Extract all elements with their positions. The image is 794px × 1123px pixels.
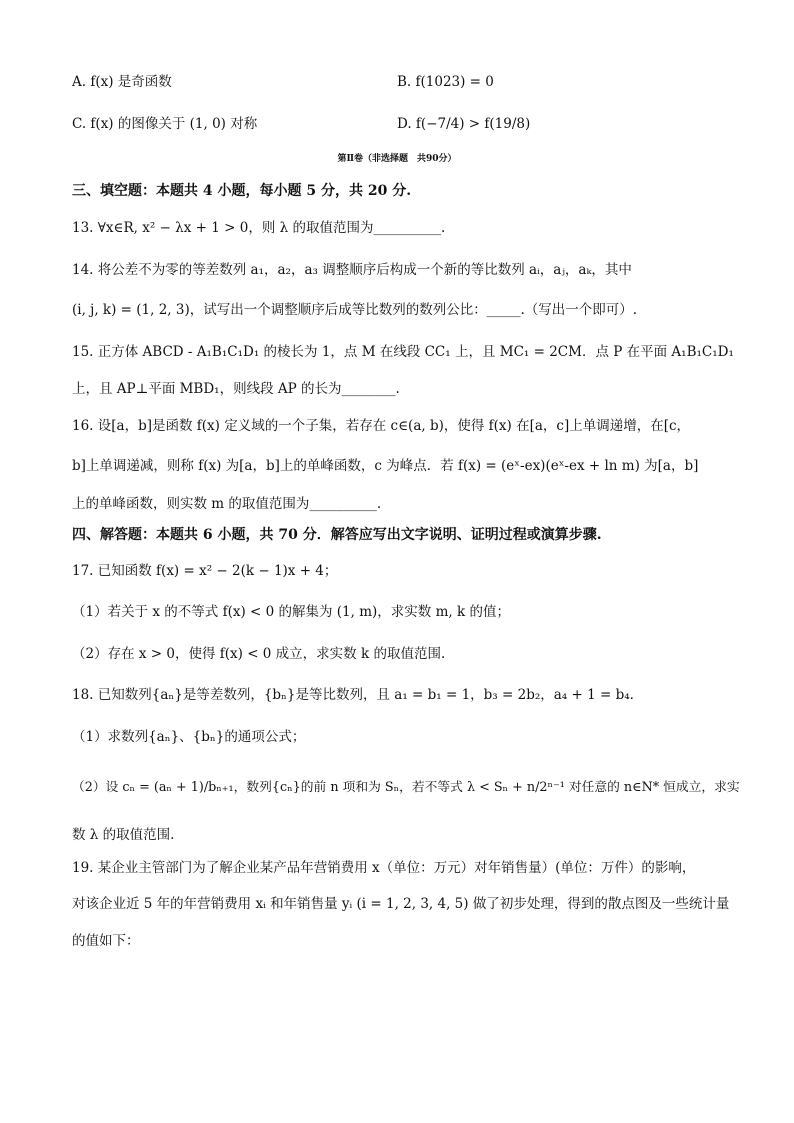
question-14-line1: 14. 将公差不为零的等差数列 a₁，a₂，a₃ 调整顺序后构成一个新的等比数列 aᵢ，aⱼ，aₖ，其中 [72, 262, 632, 278]
question-15-line2: 上，且 AP⊥平面 MBD₁，则线段 AP 的长为________. [72, 381, 400, 397]
question-17-part1: （1）若关于 x 的不等式 f(x) < 0 的解集为 (1, m)，求实数 m, k 的值； [72, 604, 510, 620]
question-16-line1: 16. 设[a，b]是函数 f(x) 定义域的一个子集，若存在 c∈(a, b)，使得 f(x) 在[a，c]上单调递增，在[c， [72, 418, 691, 434]
question-15-line1: 15. 正方体 ABCD - A₁B₁C₁D₁ 的棱长为 1，点 M 在线段 CC₁ 上，且 MC₁ = 2CM．点 P 在平面 A₁B₁C₁D₁ [72, 344, 734, 360]
question-18-stem: 18. 已知数列{aₙ}是等差数列，{bₙ}是等比数列，且 a₁ = b₁ = 1，b₃ = 2b₂，a₄ + 1 = b₄． [72, 687, 644, 703]
option-d: D. f(−7/4) > f(19/8) [397, 116, 531, 132]
question-19-line3: 的值如下： [72, 933, 140, 949]
question-19-line1: 19. 某企业主管部门为了解企业某产品年营销费用 x（单位：万元）对年销售量）(单位：万件）的影响， [72, 860, 696, 876]
section2-title: 第Ⅱ卷（非选择题 共90分） [337, 154, 457, 164]
option-b: B. f(1023) = 0 [397, 74, 494, 90]
question-18-part2: （2）设 cₙ = (aₙ + 1)/bₙ₊₁，数列{cₙ}的前 n 项和为 Sₙ，若不等式 λ < Sₙ + n/2ⁿ⁻¹ 对任意的 n∈N* 恒成立，求实 [72, 780, 740, 795]
question-17-part2: （2）存在 x > 0，使得 f(x) < 0 成立，求实数 k 的取值范围. [72, 646, 446, 662]
question-18-part1: （1）求数列{aₙ}、{bₙ}的通项公式； [72, 729, 306, 745]
option-a: A. f(x) 是奇函数 [72, 74, 172, 90]
question-16-line3: 上的单峰函数，则实数 m 的取值范围为__________. [72, 496, 382, 512]
question-18-part2-end: 数 λ 的取值范围. [72, 827, 175, 843]
question-19-line2: 对该企业近 5 年的年营销费用 xᵢ 和年销售量 yᵢ (i = 1, 2, 3, 4, 5) 做了初步处理，得到的散点图及一些统计量 [72, 896, 730, 912]
question-17-stem: 17. 已知函数 f(x) = x² − 2(k − 1)x + 4； [72, 563, 338, 579]
question-16-line2: b]上单调递减，则称 f(x) 为[a，b]上的单峰函数，c 为峰点．若 f(x) = (eˣ-ex)(eˣ-ex + ln m) 为[a，b] [72, 458, 699, 474]
question-14-line2: (i, j, k) = (1, 2, 3)，试写出一个调整顺序后成等比数列的数列公比：_____.（写出一个即可）. [72, 302, 638, 318]
part3-heading: 三、填空题：本题共 4 小题，每小题 5 分，共 20 分. [72, 183, 412, 199]
part4-heading: 四、解答题：本题共 6 小题，共 70 分．解答应写出文字说明、证明过程或演算步骤. [72, 527, 602, 543]
option-c: C. f(x) 的图像关于 (1, 0) 对称 [72, 116, 258, 132]
question-13: 13. ∀x∈R, x² − λx + 1 > 0，则 λ 的取值范围为__________. [72, 220, 446, 236]
